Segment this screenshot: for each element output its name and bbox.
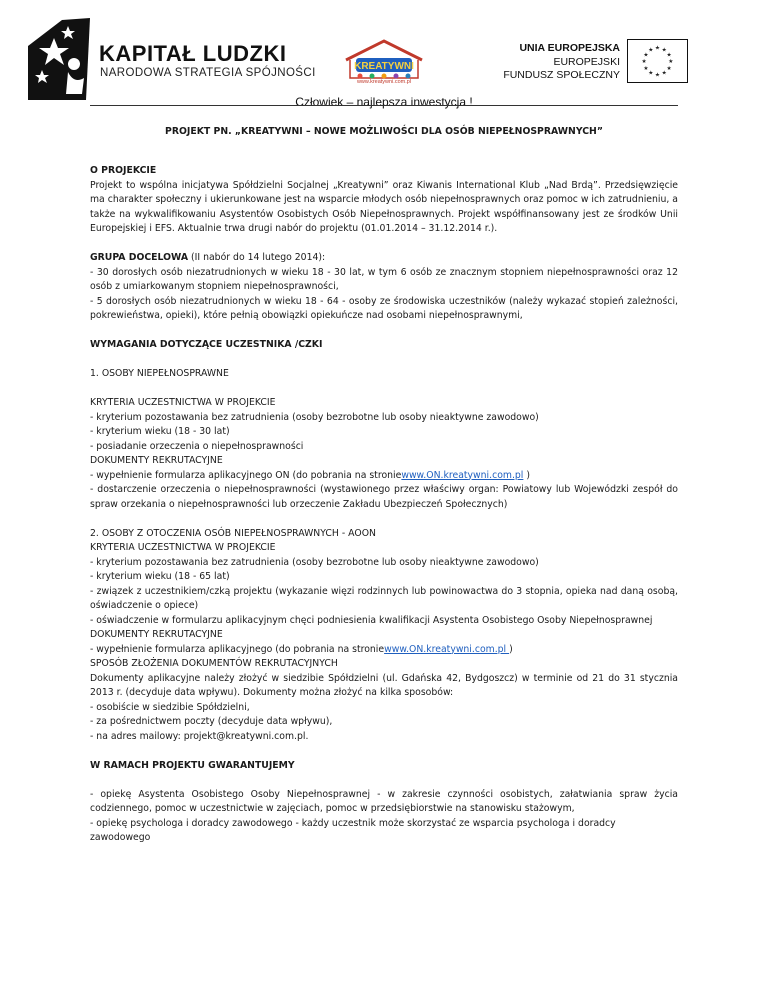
section-1-doc-1 <box>90 469 678 484</box>
tagline: Człowiek – najlepsza inwestycja ! <box>295 95 473 109</box>
document-body <box>90 120 678 846</box>
eu-star-icon: ★ <box>643 65 649 72</box>
eu-star-icon: ★ <box>666 52 672 59</box>
section-1-criterion-2: - kryterium wieku (18 - 30 lat) <box>90 426 230 437</box>
eu-star-icon: ★ <box>641 59 647 66</box>
kreatywni-logo-icon <box>338 38 430 84</box>
eu-text <box>503 42 620 83</box>
guarantee-item-2: - opiekę psychologa i doradcy zawodowego - każdy uczestnik może skorzystać ze wsparcia psychologa i doradcy zawodowego <box>90 817 616 843</box>
section-2-criterion-1: - kryterium pozostawania bez zatrudnienia (osoby bezrobotne lub osoby nieaktywne zawodowo) <box>90 556 539 568</box>
submit-option-2: - za pośrednictwem poczty (decyduje data wpływu), <box>90 716 333 727</box>
kreatywni-url: www.kreatywni.com.pl <box>356 79 412 85</box>
eu-line-2: EUROPEJSKI <box>553 55 620 68</box>
section-1-doc-1-text: - wypełnienie formularza aplikacyjnego ON (do pobrania na stronie <box>90 469 402 481</box>
about-heading: O PROJEKCIE <box>90 165 157 176</box>
target-heading-note: (II nabór do 14 lutego 2014): <box>188 252 326 263</box>
section-2-criterion-4: - oświadczenie w formularzu aplikacyjnym chęci podniesienia kwalifikacji Asystenta Osobistego Osoby Niepełnosprawnej <box>90 614 653 626</box>
target-item-1: - 30 dorosłych osób niezatrudnionych w wieku 18 - 30 lat, w tym 6 osób ze znacznym stopniem niepełnosprawności oraz 12 osób z umiarkowanym stopniem niepełnosprawności, <box>90 266 678 292</box>
on-kreatywni-link[interactable]: www.ON.kreatywni.com.pl <box>401 469 524 481</box>
about-text: Projekt to wspólna inicjatywa Spółdzielni Socjalnej „Kreatywni” oraz Kiwanis International Klub „Nad Brdą”. Przedsięwzięcie ma charakter społeczny i ukierunkowane jest na wsparcie młodych osób niepełnosprawnych oraz pomoc w ich zatrudnieniu, a także na wykwalifikowaniu Asystentów Osobistych Osób Niepełnosprawnych. Projekt współfinansowany jest ze środków Unii Europejskiej i EFS. Aktualnie trwa drugi nabór do projektu (01.01.2014 – 31.12.2014 r.). <box>90 179 678 234</box>
submit-option-1: - osobiście w siedzibie Spółdzielni, <box>90 701 250 713</box>
header-divider <box>90 105 678 106</box>
target-item-2: - 5 dorosłych osób niezatrudnionych w wieku 18 - 64 - osoby ze środowiska uczestników (należy wykazać stopień zależności, pokrewieństwa, opieki), które pełnią obowiązki opiekuńcze nad osobami niepełnosprawnymi, <box>90 295 678 321</box>
section-2-criterion-2: - kryterium wieku (18 - 65 lat) <box>90 571 230 582</box>
document-header <box>0 0 768 110</box>
target-heading-line <box>90 251 678 266</box>
eu-star-icon: ★ <box>661 70 667 77</box>
section-1-criterion-3: - posiadanie orzeczenia o niepełnosprawności <box>90 440 304 452</box>
guarantee-heading: W RAMACH PROJEKTU GWARANTUJEMY <box>90 759 295 771</box>
section-2-doc-1-end: ) <box>509 643 513 655</box>
kapital-ludzki-subtitle: NARODOWA STRATEGIA SPÓJNOŚCI <box>100 67 316 79</box>
section-1-criteria-heading: KRYTERIA UCZESTNICTWA W PROJEKCIE <box>90 397 276 408</box>
eu-line-1: UNIA EUROPEJSKA <box>519 42 620 54</box>
eu-star-icon: ★ <box>654 45 661 52</box>
section-2-criterion-3: - związek z uczestnikiem/czką projektu (wykazanie więzi rodzinnych lub powinowactwa do 3 stopnia, opieka nad daną osobą, oświadczenie o opiece) <box>90 585 678 611</box>
kreatywni-logo-text: KREATYWNI <box>354 61 414 72</box>
kapital-ludzki-title: KAPITAŁ LUDZKI <box>99 41 287 66</box>
guarantee-item-1: - opiekę Asystenta Osobistego Osoby Niepełnosprawnej - w zakresie czynności osobistych, załatwiania spraw życia codziennego, pomoc w uczestnictwie w zajęciach, pomoc w przedsiębiorstwie na stanowisku stażowym, <box>90 788 678 814</box>
eu-star-icon: ★ <box>654 72 661 79</box>
eu-star-icon: ★ <box>648 47 654 54</box>
section-1-docs-heading: DOKUMENTY REKRUTACYJNE <box>90 455 223 466</box>
submit-option-3: - na adres mailowy: projekt@kreatywni.com.pl. <box>90 730 309 742</box>
section-1-criterion-1: - kryterium pozostawania bez zatrudnienia (osoby bezrobotne lub osoby nieaktywne zawodowo) <box>90 411 539 423</box>
submit-heading: SPOSÓB ZŁOŻENIA DOKUMENTÓW REKRUTACYJNYCH <box>90 658 338 669</box>
kapital-ludzki-logo-icon <box>28 18 90 100</box>
eu-line-3: FUNDUSZ SPOŁECZNY <box>503 69 620 81</box>
section-2-criteria-heading: KRYTERIA UCZESTNICTWA W PROJEKCIE <box>90 542 276 553</box>
requirements-heading: WYMAGANIA DOTYCZĄCE UCZESTNIKA /CZKI <box>90 339 323 350</box>
section-1-doc-1-end: ) <box>523 469 530 481</box>
document-title: PROJEKT PN. „KREATYWNI – NOWE MOŻLIWOŚCI DLA OSÓB NIEPEŁNOSPRAWNYCH” <box>165 126 603 137</box>
eu-star-icon: ★ <box>648 70 654 77</box>
eu-star-icon: ★ <box>643 52 649 59</box>
section-1-heading: 1. OSOBY NIEPEŁNOSPRAWNE <box>90 368 229 379</box>
submit-text: Dokumenty aplikacyjne należy złożyć w siedzibie Spółdzielni (ul. Gdańska 42, Bydgoszcz) w terminie od 21 do 31 stycznia 2013 r. (decyduje data wpływu). Dokumenty można złożyć na kilka sposobów: <box>90 672 678 698</box>
target-heading: GRUPA DOCELOWA <box>90 252 189 263</box>
section-2-docs-heading: DOKUMENTY REKRUTACYJNE <box>90 629 223 640</box>
section-2-doc-1 <box>90 643 678 658</box>
section-2-doc-1-text: - wypełnienie formularza aplikacyjnego (do pobrania na stronie <box>90 643 385 655</box>
eu-flag-icon <box>627 39 688 83</box>
eu-star-icon: ★ <box>666 65 672 72</box>
section-1-doc-2: - dostarczenie orzeczenia o niepełnosprawności (wystawionego przez właściwy organ: Powiatowy lub Wojewódzki zespół do spraw orzekania o niepełnosprawności lub orzeczenie Zakładu Ubezpieczeń Społecznych) <box>90 484 678 510</box>
eu-star-icon: ★ <box>661 47 667 54</box>
section-2-heading: 2. OSOBY Z OTOCZENIA OSÓB NIEPEŁNOSPRAWNYCH - AOON <box>90 527 376 539</box>
on-kreatywni-link-2[interactable]: www.ON.kreatywni.com.pl <box>384 643 510 655</box>
eu-star-icon: ★ <box>668 59 674 66</box>
